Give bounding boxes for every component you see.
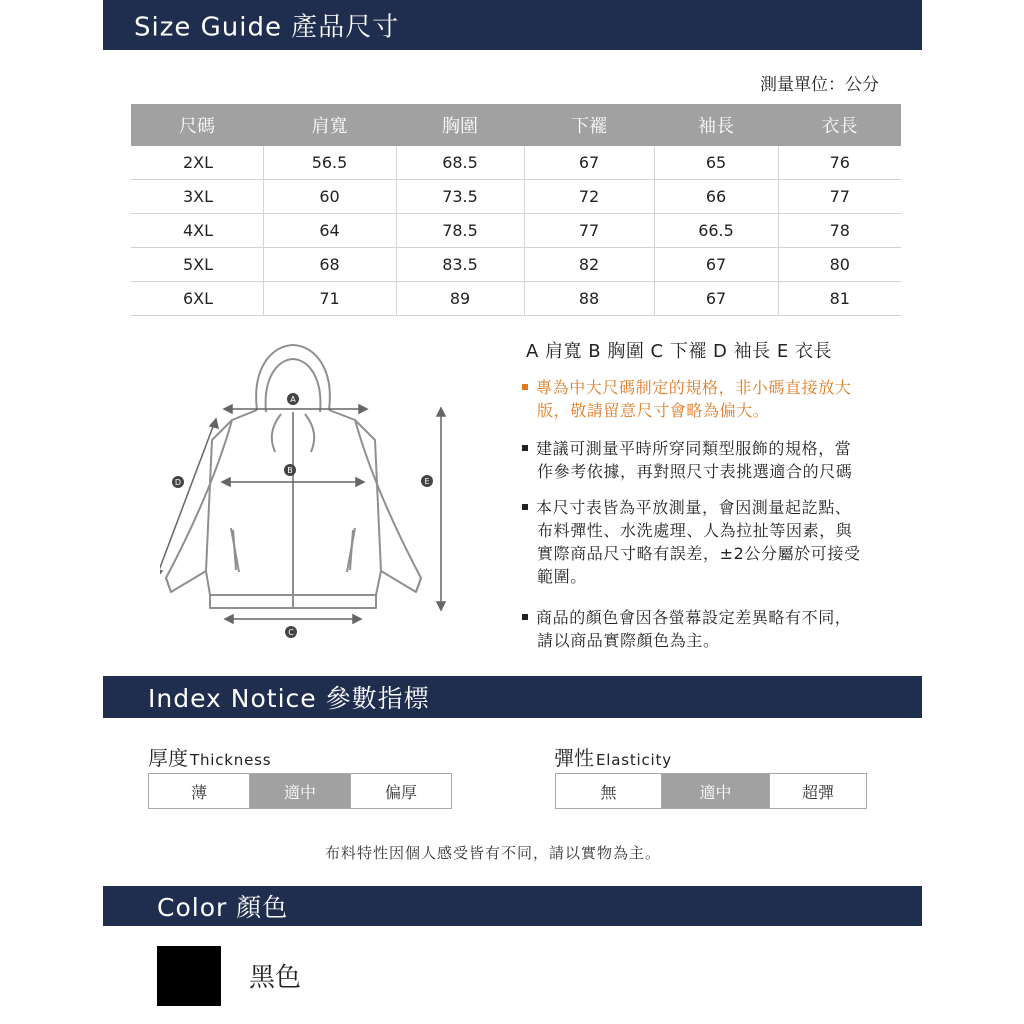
header-chest: 胸圍	[396, 104, 524, 146]
cell-chest: 89	[396, 282, 524, 316]
cell-size: 4XL	[131, 214, 263, 248]
table-row	[131, 180, 901, 214]
marker-e	[421, 475, 433, 487]
cell-chest: 78.5	[396, 214, 524, 248]
index-notice-banner	[103, 676, 922, 718]
bullet	[522, 445, 528, 451]
cell-size: 5XL	[131, 248, 263, 282]
measurement-legend: A 肩寬 B 胸圍 C 下襬 D 袖長 E 衣長	[526, 341, 832, 362]
thickness-option-thin: 薄	[190, 782, 207, 802]
cell-hem: 77	[524, 214, 654, 248]
table-row	[131, 146, 901, 180]
thickness-label: 厚度 Thickness	[148, 746, 272, 770]
index-notice-title: Index Notice 參數指標	[148, 684, 430, 713]
size-table	[131, 104, 901, 316]
marker-b	[284, 464, 296, 476]
thickness-option-thick: 偏厚	[350, 774, 451, 808]
color-title: Color 顏色	[157, 893, 289, 922]
fabric-note: 布料特性因個人感受皆有不同，請以實物為主。	[325, 844, 662, 862]
color-swatch-black	[157, 946, 221, 1006]
hoodie-diagram	[160, 335, 460, 645]
note-measure-own: 建議可測量平時所穿同類型服飾的規格，當 作參考依據，再對照尺寸表挑選適合的尺碼	[522, 437, 852, 483]
cell-size: 3XL	[131, 180, 263, 214]
cell-hem: 67	[524, 146, 654, 180]
svg-text:A: A	[290, 395, 296, 404]
cell-length: 81	[778, 282, 901, 316]
cell-sleeve: 67	[654, 282, 778, 316]
note-flat-measure: 本尺寸表皆為平放測量，會因測量起訖點、 布料彈性、水洗處理、人為拉扯等因素，與 實際商品尺寸略有誤差，±2公分屬於可接受 範圍。	[522, 496, 861, 588]
cell-length: 76	[778, 146, 901, 180]
cell-hem: 88	[524, 282, 654, 316]
bullet	[522, 614, 528, 620]
size-guide-title: Size Guide 產品尺寸	[134, 12, 400, 43]
cell-sleeve: 66.5	[654, 214, 778, 248]
cell-length: 77	[778, 180, 901, 214]
cell-sleeve: 66	[654, 180, 778, 214]
cell-hem: 72	[524, 180, 654, 214]
cell-shoulder: 60	[263, 180, 396, 214]
thickness-scale	[148, 773, 452, 809]
note-large-size: 專為中大尺碼制定的規格，非小碼直接放大 版，敬請留意尺寸會略為偏大。	[522, 376, 851, 422]
cell-sleeve: 67	[654, 248, 778, 282]
measure-lines	[160, 405, 445, 623]
svg-text:D: D	[174, 478, 182, 487]
note-color-variance: 商品的顏色會因各螢幕設定差異略有不同， 請以商品實際顏色為主。	[522, 606, 851, 652]
bullet	[522, 504, 528, 510]
cell-shoulder: 56.5	[263, 146, 396, 180]
marker-d	[172, 476, 184, 488]
svg-text:C: C	[288, 628, 294, 637]
color-swatch-label: 黑色	[249, 963, 302, 993]
thickness-option-medium: 適中	[249, 774, 350, 808]
elasticity-option-none: 無	[600, 782, 617, 802]
cell-hem: 82	[524, 248, 654, 282]
header-shoulder: 肩寬	[263, 104, 396, 146]
table-row	[131, 248, 901, 282]
cell-size: 2XL	[131, 146, 263, 180]
cell-shoulder: 64	[263, 214, 396, 248]
table-row	[131, 214, 901, 248]
header-size: 尺碼	[131, 104, 263, 146]
cell-chest: 68.5	[396, 146, 524, 180]
cell-chest: 73.5	[396, 180, 524, 214]
size-table-header	[131, 104, 901, 146]
cell-length: 80	[778, 248, 901, 282]
marker-c	[285, 626, 297, 638]
cell-shoulder: 71	[263, 282, 396, 316]
cell-sleeve: 65	[654, 146, 778, 180]
hoodie-outline	[166, 345, 421, 608]
cell-shoulder: 68	[263, 248, 396, 282]
cell-length: 78	[778, 214, 901, 248]
size-guide-banner	[103, 0, 922, 50]
header-hem: 下襬	[524, 104, 654, 146]
table-row	[131, 282, 901, 316]
elasticity-scale	[555, 773, 867, 809]
bullet	[522, 384, 528, 390]
header-sleeve: 袖長	[654, 104, 778, 146]
svg-text:E: E	[424, 477, 430, 486]
svg-text:B: B	[287, 466, 293, 475]
elasticity-option-super: 超彈	[769, 774, 866, 808]
header-length: 衣長	[778, 104, 901, 146]
color-banner	[103, 886, 922, 926]
unit-label: 測量單位：公分	[760, 75, 879, 95]
marker-a	[287, 393, 299, 405]
cell-size: 6XL	[131, 282, 263, 316]
elasticity-option-medium: 適中	[661, 774, 769, 808]
cell-chest: 83.5	[396, 248, 524, 282]
elasticity-label: 彈性 Elasticity	[554, 746, 672, 770]
